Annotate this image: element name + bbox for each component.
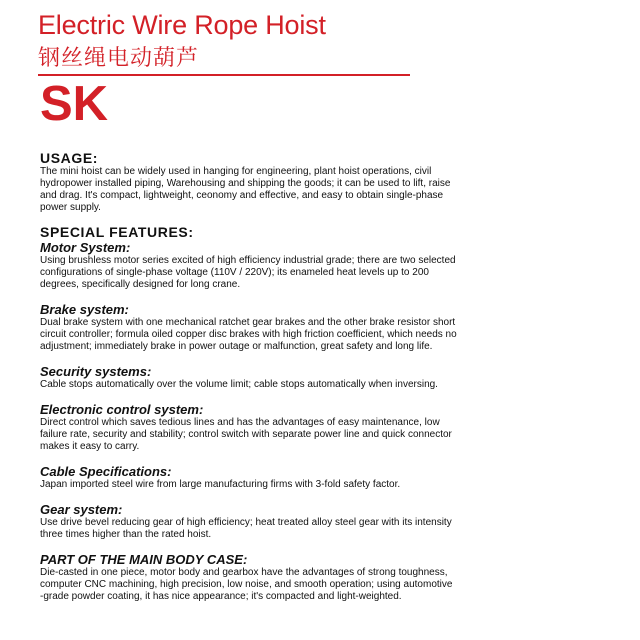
text-line: Dual brake system with one mechanical ratchet gear brakes and the other brake resistor short [40, 317, 456, 328]
text-line: Die-casted in one piece, motor body and gearbox have the advantages of strong toughness, [40, 567, 448, 578]
page-title: Electric Wire Rope Hoist [38, 10, 326, 40]
text-line: Using brushless motor series excited of high efficiency industrial grade; there are two selected [40, 255, 456, 266]
text-line: power supply. [40, 202, 101, 213]
section-title: Motor System: [40, 240, 131, 255]
features-heading: SPECIAL FEATURES: [40, 224, 194, 240]
section-gear [40, 502, 620, 541]
section-cable [40, 464, 620, 491]
section-brake [40, 302, 620, 353]
chinese-subtitle: 钢丝绳电动葫芦 [38, 46, 200, 71]
text-line: degrees, specifically designed for long crane. [40, 279, 241, 290]
section-title: Electronic control system: [40, 402, 204, 417]
section-title: Gear system: [40, 502, 123, 517]
text-line: failure rate, security and stability; control switch with separate power line and quick connector [40, 429, 452, 440]
usage-heading: USAGE: [40, 150, 99, 166]
text-line: The mini hoist can be widely used in hanging for engineering, plant hoist operations, civil [40, 166, 432, 177]
text-line: Cable stops automatically over the volume limit; cable stops automatically when inversing. [40, 379, 438, 390]
section-title: Security systems: [40, 364, 152, 379]
text-line: and drag. It's compact, lightweight, ceonomy and effective, and easy to obtain single-phase [40, 190, 444, 201]
section-title: Cable Specifications: [40, 464, 172, 479]
section-title: Brake system: [40, 302, 129, 317]
title-divider [38, 74, 410, 76]
section-title: PART OF THE MAIN BODY CASE: [40, 552, 248, 567]
text-line: Use drive bevel reducing gear of high efficiency; heat treated alloy steel gear with its intensity [40, 517, 452, 528]
text-line: three times higher than the rated hoist. [40, 529, 212, 540]
text-line: adjustment; immediately brake in power outage or malfunction, great safety and long life. [40, 341, 433, 352]
model-name: SK [40, 77, 109, 131]
text-line: circuit controller; formula oiled copper disc brakes with high friction coefficient, which needs no [40, 329, 457, 340]
text-line: Japan imported steel wire from large manufacturing firms with 3-fold safety factor. [40, 479, 401, 490]
section-motor [40, 240, 620, 291]
section-main-body-case [40, 552, 620, 603]
text-line: configurations of single-phase voltage (110V / 220V); its enameled heat levels up to 200 [40, 267, 429, 278]
text-line: Direct control which saves tedious lines and has the advantages of easy maintenance, low [40, 417, 440, 428]
text-line: hydropower installed piping, Warehousing and shipping the goods; it can be used to lift, raise [40, 178, 451, 189]
section-security [40, 364, 620, 391]
section-electronic-control [40, 402, 620, 453]
usage-text [40, 166, 620, 214]
text-line: computer CNC machining, high precision, low noise, and smooth operation; using automotive [40, 579, 453, 590]
text-line: -grade powder coating, it has nice appearance; it's compacted and light-weighted. [40, 591, 402, 602]
spec-content [40, 150, 620, 603]
text-line: makes it easy to carry. [40, 441, 140, 452]
